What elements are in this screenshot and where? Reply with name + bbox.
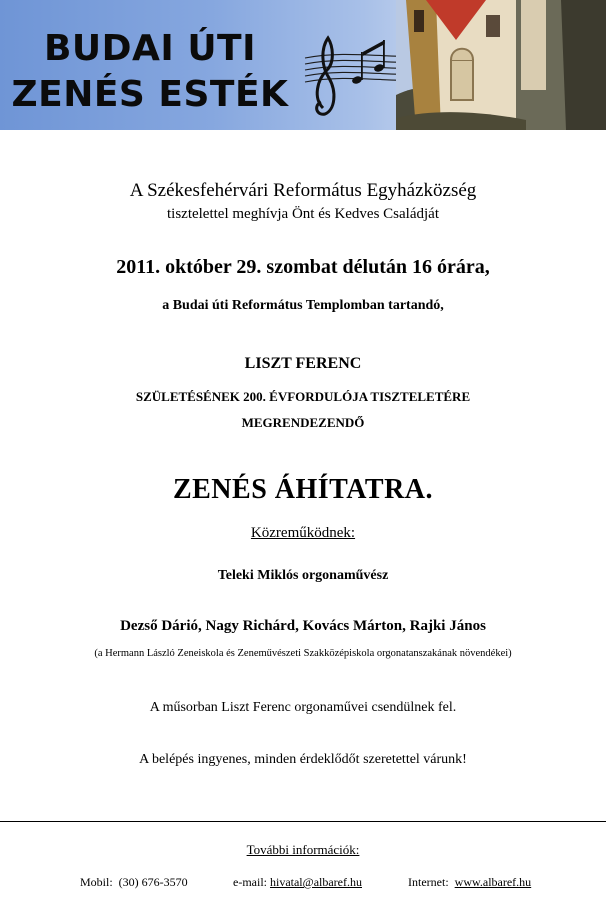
performers-heading: Közreműködnek: (250, 525, 356, 541)
email-link[interactable]: hivatal@albaref.hu (269, 875, 362, 889)
web-label: Internet: (408, 875, 449, 889)
footer-divider (0, 821, 606, 822)
header-banner (0, 0, 606, 130)
event-date: 2011. október 29. szombat délután 16 órára, (116, 256, 490, 278)
website-link[interactable]: www.albaref.hu (454, 875, 532, 889)
info-heading: További információk: (246, 842, 360, 857)
banner-title-line2: ZENÉS ESTÉK (11, 74, 289, 115)
church-building-photo (396, 0, 606, 130)
students-note: (a Hermann László Zeneiskola és Zeneművészeti Szakközépiskola orgonatanszakának növendékei) (94, 648, 512, 659)
anniversary-line2: MEGRENDEZENDŐ (241, 415, 365, 430)
anniversary-line1: SZÜLETÉSÉNEK 200. ÉVFORDULÓJA TISZTELETÉRE (135, 389, 471, 404)
event-place: a Budai úti Református Templomban tartandó, (162, 298, 444, 313)
mobile-label: Mobil: (80, 875, 113, 889)
entry-text: A belépés ingyenes, minden érdeklődőt szeretettel várunk! (139, 752, 467, 767)
email-label: e-mail: (233, 875, 267, 889)
invitation-text: tisztelettel meghívja Önt és Kedves Családját (166, 206, 439, 222)
honoree-name: LISZT FERENC (244, 355, 362, 372)
event-title: ZENÉS ÁHÍTATRA. (172, 474, 434, 505)
web-contact (408, 875, 531, 890)
organist-name: Teleki Miklós orgonaművész (217, 568, 389, 583)
program-text: A műsorban Liszt Ferenc orgonaművei csendülnek fel. (149, 700, 457, 715)
mobile-number: (30) 676-3570 (118, 875, 188, 889)
email-contact (233, 875, 362, 890)
student-names: Dezső Dárió, Nagy Richárd, Kovács Márton, Rajki János (120, 618, 486, 634)
mobile-contact (80, 875, 188, 890)
organizer-name: A Székesfehérvári Református Egyházközség (129, 180, 477, 201)
banner-title-line1: BUDAI ÚTI (43, 28, 257, 69)
